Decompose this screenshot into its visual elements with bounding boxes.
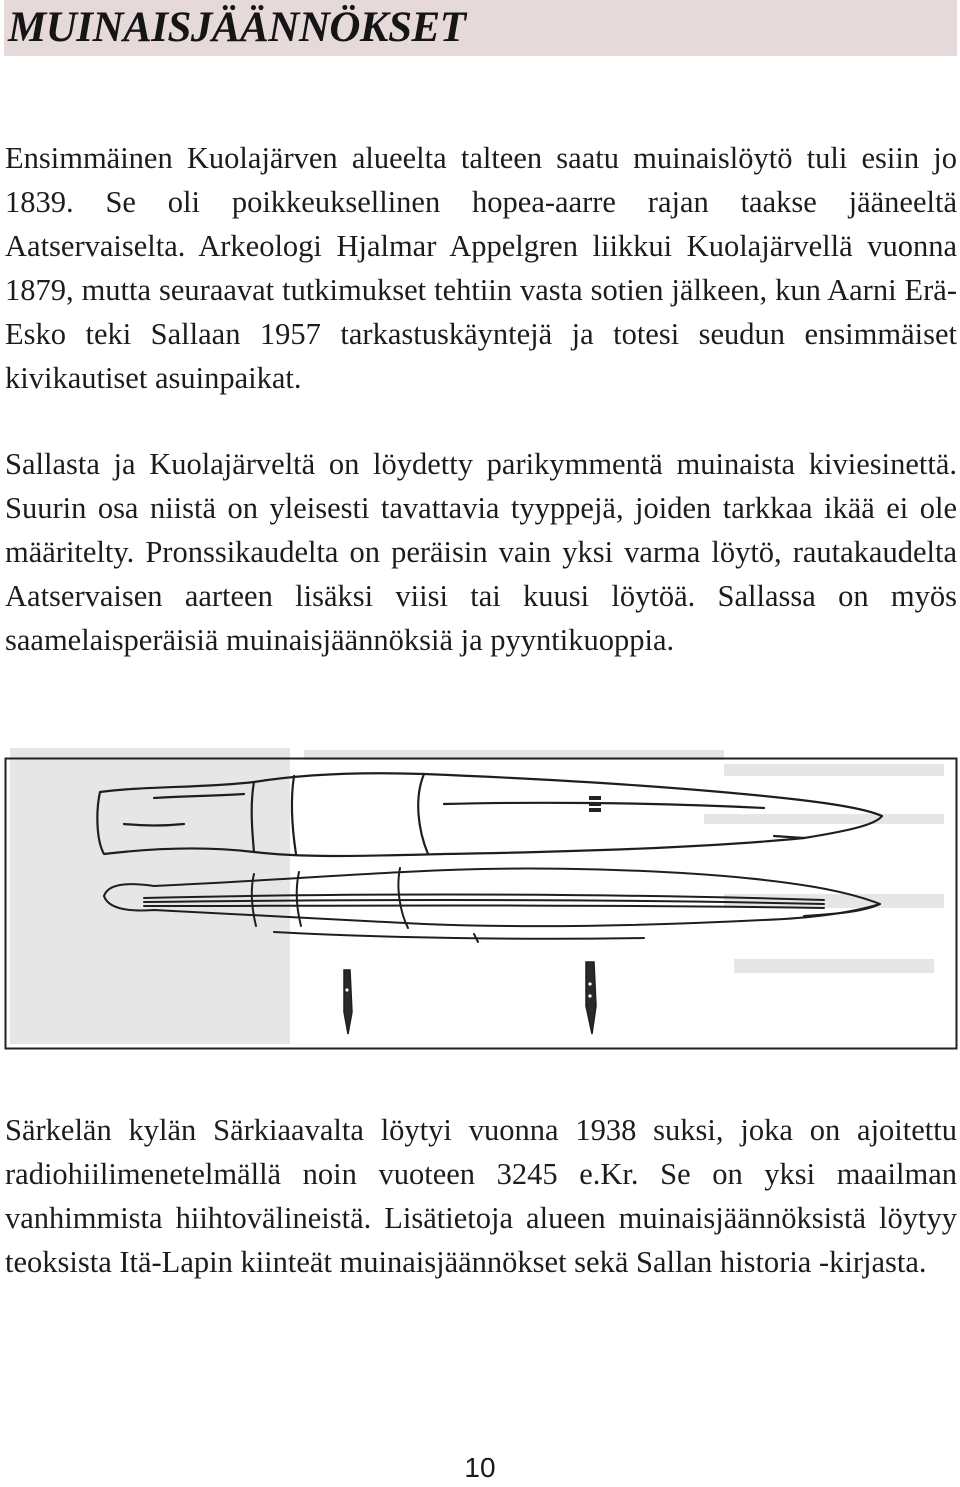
paragraph-finds: Sallasta ja Kuolajärveltä on löydetty parikymmentä muinaista kiviesinettä. Suurin osa niistä on yleisesti tavattavia tyyppejä, joiden tarkkaa ikää ei ole määritelty. Pronssikaudelta on peräisin vain yksi varma löytö, rautakaudelta Aatservaisen aarteen lisäksi viisi tai kuusi löytöä. Sallassa on myös saamelaisperäisiä muinaisjäännöksiä ja pyyntikuoppia. [5, 447, 957, 657]
page-title: MUINAISJÄÄNNÖKSET [8, 4, 466, 51]
ancient-ski-drawing-icon [4, 744, 958, 1050]
page-number: 10 [464, 1452, 496, 1483]
ski-illustration [4, 744, 958, 1050]
title-bar [4, 0, 957, 56]
paragraph-ski: Särkelän kylän Särkiaavalta löytyi vuonna 1938 suksi, joka on ajoitettu radiohiilimenetelmällä noin vuoteen 3245 e.Kr. Se on yksi maailman vanhimmista hiihtovälineistä. Lisätietoja alueen muinaisjäännöksistä löytyy teoksista Itä-Lapin kiinteät muinaisjäännökset sekä Sallan historia -kirjasta. [5, 1113, 957, 1279]
paragraph-history: Ensimmäinen Kuolajärven alueelta talteen saatu muinaislöytö tuli esiin jo 1839. Se oli poikkeuksellinen hopea-aarre rajan taakse jääneeltä Aatservaiselta. Arkeologi Hjalmar Appelgren liikkui Kuolajärvellä vuonna 1879, mutta seuraavat tutkimukset tehtiin vasta sotien jälkeen, kun Aarni Erä-Esko teki Sallaan 1957 tarkastuskäyntejä ja totesi seudun ensimmäiset kivikautiset asuinpaikat. [5, 141, 957, 395]
